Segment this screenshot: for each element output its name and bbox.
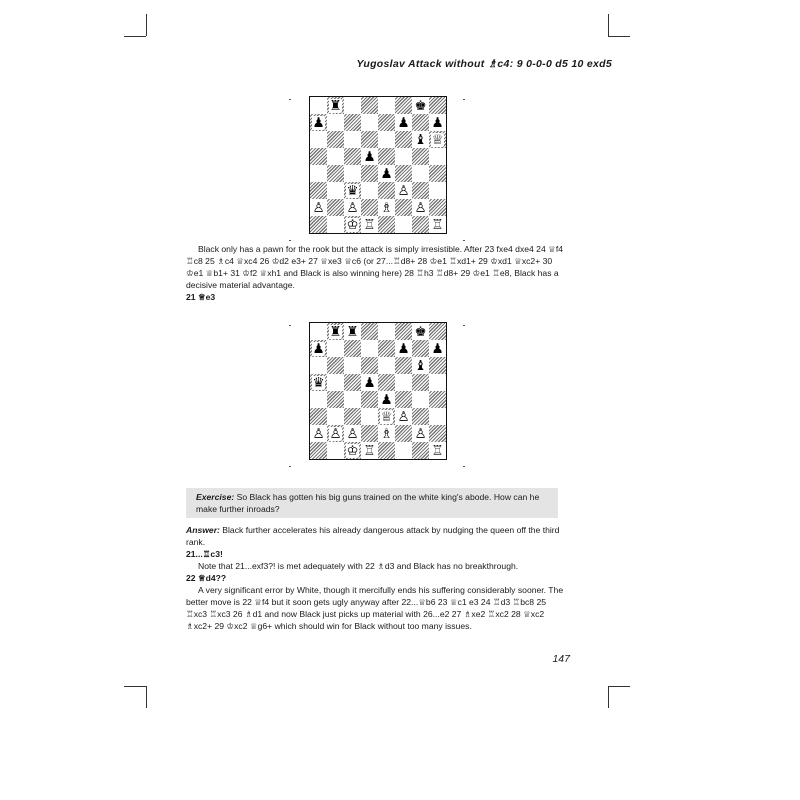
chess-piece: ♝: [414, 131, 427, 148]
board-square: [378, 391, 395, 408]
chess-piece: ♟: [431, 114, 444, 131]
board-square: [310, 408, 327, 425]
diagram-corner-mark: [289, 466, 291, 467]
board-square: [310, 374, 327, 391]
chess-piece: ♙: [397, 182, 410, 199]
board-square: [327, 374, 344, 391]
board-square: [327, 131, 344, 148]
chess-piece: ♙: [346, 425, 359, 442]
board-square: [344, 391, 361, 408]
board-square: [310, 425, 327, 442]
chess-piece: ♟: [312, 114, 325, 131]
board-square: [361, 216, 378, 233]
board-square: [327, 408, 344, 425]
board-square: [361, 374, 378, 391]
board-square: [395, 114, 412, 131]
board-square: [412, 425, 429, 442]
crop-mark: [146, 686, 147, 708]
chess-piece: ♟: [431, 340, 444, 357]
chess-piece: ♟: [380, 391, 393, 408]
board-square: [378, 323, 395, 340]
board-square: [361, 114, 378, 131]
board-square: [395, 357, 412, 374]
chess-piece: ♟: [397, 114, 410, 131]
board-square: [361, 357, 378, 374]
board-square: [429, 199, 446, 216]
board-square: [378, 165, 395, 182]
chess-piece: ♕: [431, 131, 444, 148]
crop-mark: [608, 686, 630, 687]
crop-mark: [608, 36, 630, 37]
board-square: [327, 199, 344, 216]
board-square: [395, 216, 412, 233]
crop-mark: [124, 36, 146, 37]
diagram-corner-mark: [463, 99, 465, 100]
page-number: 147: [552, 653, 570, 665]
answer-label: Answer:: [186, 525, 220, 535]
board-square: [344, 131, 361, 148]
board-square: [412, 114, 429, 131]
board-square: [344, 114, 361, 131]
board-square: [412, 131, 429, 148]
board-square: [378, 425, 395, 442]
chess-piece: ♙: [329, 425, 342, 442]
answer-text: Black further accelerates his already dangerous attack by nudging the queen off the third rank.: [186, 525, 560, 547]
diagram-corner-mark: [289, 99, 291, 100]
board-square: [310, 97, 327, 114]
board-square: [344, 97, 361, 114]
board-square: [395, 425, 412, 442]
board-square: [395, 374, 412, 391]
chess-piece: ♖: [363, 442, 376, 459]
game-move: 22 ♕d4??: [186, 573, 227, 583]
board-square: [344, 148, 361, 165]
chess-piece: ♕: [380, 408, 393, 425]
game-move: 21 ♕e3: [186, 292, 216, 302]
chess-piece: ♚: [414, 323, 427, 340]
board-square: [327, 391, 344, 408]
board-square: [429, 323, 446, 340]
chess-piece: ♙: [312, 425, 325, 442]
board-square: [412, 97, 429, 114]
board-square: [429, 391, 446, 408]
board-square: [327, 165, 344, 182]
board-square: [429, 148, 446, 165]
chess-piece: ♙: [312, 199, 325, 216]
board-square: [327, 97, 344, 114]
board-square: [395, 131, 412, 148]
chess-piece: ♖: [431, 216, 444, 233]
board-square: [412, 199, 429, 216]
exercise-label: Exercise:: [196, 492, 235, 502]
diagram-corner-mark: [289, 240, 291, 241]
board-square: [344, 216, 361, 233]
chess-piece: ♔: [346, 442, 359, 459]
board-square: [429, 114, 446, 131]
chess-piece: ♙: [397, 408, 410, 425]
analysis-paragraph: A very significant error by White, though it mercifully ends his suffering considerably sooner. The better move is 22 ♕f4 but it soon gets ugly anyway after 22...♕b6 23 ♕c1 e3 24 ♖d3 ♖bc8 25 ♖xc3 ♖xc3 26 ♗d1 and now Black just picks up material with 26...e2 27 ♗xe2 ♖xc2 28 ♕xc2 ♗xc2+ 29 ♔xc2 ♕g6+ which should win for Black without too many issues.: [186, 585, 564, 631]
board-square: [310, 340, 327, 357]
board-square: [310, 182, 327, 199]
board-square: [344, 357, 361, 374]
board-square: [327, 357, 344, 374]
board-square: [361, 131, 378, 148]
game-move: 21...♖c3!: [186, 549, 223, 559]
board-square: [361, 340, 378, 357]
board-square: [378, 340, 395, 357]
chess-diagram-2: [309, 322, 447, 460]
chess-piece: ♙: [414, 425, 427, 442]
board-square: [310, 131, 327, 148]
board-square: [395, 391, 412, 408]
board-square: [378, 148, 395, 165]
board-square: [361, 408, 378, 425]
board-square: [412, 216, 429, 233]
analysis-paragraph: Black only has a pawn for the rook but the attack is simply irresistible. After 23 fxe4 dxe4 24 ♕f4 ♖c8 25 ♗c4 ♕xc4 26 ♔d2 e3+ 27 ♕xe3 ♕c6 (or 27...♖d8+ 28 ♔e1 ♖xd1+ 29 ♔xd1 ♕xc2+ 30 ♔e1 ♕b1+ 31 ♔f2 ♕xh1 and Black is also winning here) 28 ♖h3 ♖d8+ 29 ♔e1 ♖e8, Black has a decisive material advantage.: [186, 244, 564, 290]
chess-piece: ♔: [346, 216, 359, 233]
board-square: [412, 408, 429, 425]
chess-piece: ♛: [312, 374, 325, 391]
board-square: [412, 340, 429, 357]
annotation-block-1: [186, 243, 568, 303]
board-square: [395, 165, 412, 182]
exercise-text: So Black has gotten his big guns trained on the white king's abode. How can he make further inroads?: [196, 492, 540, 514]
diagram-corner-mark: [463, 325, 465, 326]
board-square: [412, 357, 429, 374]
board-square: [378, 442, 395, 459]
chess-piece: ♟: [397, 340, 410, 357]
board-square: [429, 182, 446, 199]
board-square: [361, 442, 378, 459]
board-square: [344, 442, 361, 459]
board-square: [310, 199, 327, 216]
board-square: [412, 323, 429, 340]
chess-piece: ♟: [380, 165, 393, 182]
board-square: [395, 182, 412, 199]
board-square: [310, 165, 327, 182]
chess-piece: ♜: [329, 323, 342, 340]
board-square: [361, 425, 378, 442]
crop-mark: [608, 14, 609, 36]
board-square: [429, 340, 446, 357]
board-square: [361, 148, 378, 165]
board-square: [429, 357, 446, 374]
board-square: [429, 374, 446, 391]
chess-piece: ♙: [346, 199, 359, 216]
board-square: [361, 97, 378, 114]
chess-diagram-1: [309, 96, 447, 234]
board-square: [378, 408, 395, 425]
board-square: [327, 323, 344, 340]
chess-piece: ♙: [414, 199, 427, 216]
chess-piece: ♜: [346, 323, 359, 340]
board-square: [378, 182, 395, 199]
board-square: [327, 182, 344, 199]
board-square: [429, 131, 446, 148]
chess-piece: ♟: [312, 340, 325, 357]
board-square: [412, 374, 429, 391]
board-square: [361, 182, 378, 199]
board-square: [412, 182, 429, 199]
board-square: [412, 442, 429, 459]
chess-piece: ♗: [380, 425, 393, 442]
crop-mark: [124, 686, 146, 687]
board-square: [378, 97, 395, 114]
chess-piece: ♚: [414, 97, 427, 114]
diagram-corner-mark: [463, 240, 465, 241]
board-square: [395, 323, 412, 340]
board-square: [429, 442, 446, 459]
chess-piece: ♜: [329, 97, 342, 114]
board-square: [429, 408, 446, 425]
chess-piece: ♛: [346, 182, 359, 199]
chess-piece: ♝: [414, 357, 427, 374]
board-square: [327, 148, 344, 165]
board-square: [361, 391, 378, 408]
chess-piece: ♟: [363, 148, 376, 165]
board-square: [361, 199, 378, 216]
board-square: [429, 425, 446, 442]
board-square: [344, 340, 361, 357]
board-square: [327, 442, 344, 459]
chess-piece: ♖: [363, 216, 376, 233]
board-square: [327, 425, 344, 442]
board-square: [378, 216, 395, 233]
board-square: [361, 165, 378, 182]
board-square: [395, 442, 412, 459]
board-square: [395, 199, 412, 216]
chess-piece: ♟: [363, 374, 376, 391]
board-square: [378, 114, 395, 131]
chess-piece: ♗: [380, 199, 393, 216]
board-square: [344, 323, 361, 340]
board-square: [310, 357, 327, 374]
board-square: [310, 442, 327, 459]
board-square: [412, 148, 429, 165]
board-square: [395, 408, 412, 425]
board-square: [327, 216, 344, 233]
chess-piece: ♖: [431, 442, 444, 459]
board-square: [310, 391, 327, 408]
board-square: [327, 340, 344, 357]
board-square: [310, 114, 327, 131]
board-square: [327, 114, 344, 131]
board-square: [412, 391, 429, 408]
board-square: [344, 165, 361, 182]
board-square: [378, 131, 395, 148]
board-square: [344, 374, 361, 391]
crop-mark: [146, 14, 147, 36]
board-square: [344, 182, 361, 199]
board-square: [429, 216, 446, 233]
board-square: [310, 323, 327, 340]
board-square: [378, 374, 395, 391]
board-square: [395, 148, 412, 165]
board-square: [361, 323, 378, 340]
board-square: [395, 340, 412, 357]
board-square: [344, 199, 361, 216]
board-square: [429, 165, 446, 182]
board-square: [429, 97, 446, 114]
board-square: [378, 199, 395, 216]
exercise-box: [186, 488, 558, 518]
running-header: Yugoslav Attack without ♗c4: 9 0-0-0 d5 10 exd5: [356, 58, 612, 70]
crop-mark: [608, 686, 609, 708]
analysis-paragraph: Note that 21...exf3?! is met adequately with 22 ♗d3 and Black has no breakthrough.: [198, 561, 519, 571]
board-square: [344, 425, 361, 442]
diagram-corner-mark: [463, 466, 465, 467]
board-square: [412, 165, 429, 182]
diagram-corner-mark: [289, 325, 291, 326]
board-square: [395, 97, 412, 114]
board-square: [344, 408, 361, 425]
board-square: [310, 148, 327, 165]
board-square: [378, 357, 395, 374]
board-square: [310, 216, 327, 233]
annotation-block-2: [186, 524, 568, 632]
